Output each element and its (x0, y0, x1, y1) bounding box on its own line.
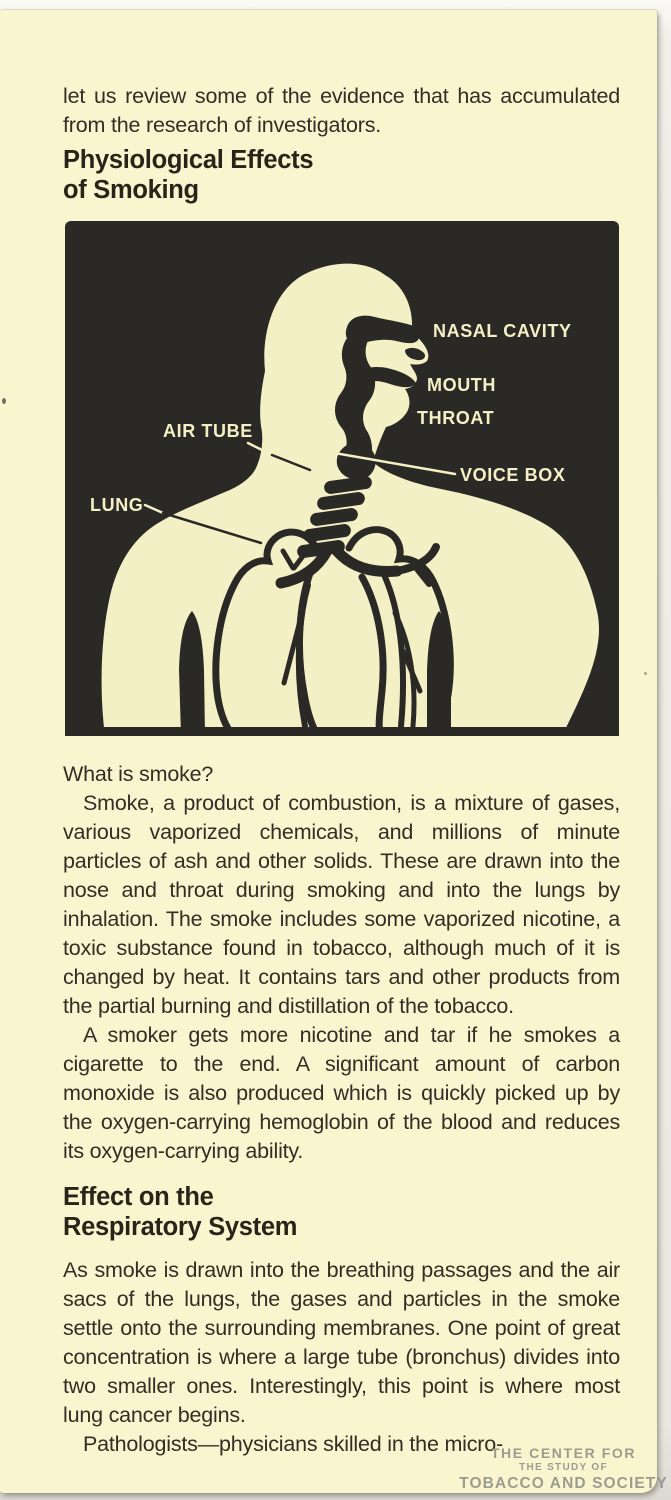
label-voice-box: VOICE BOX (460, 465, 566, 485)
heading-line: Respiratory System (63, 1213, 298, 1241)
heading-line: of Smoking (63, 176, 199, 204)
voice-box-shape (337, 443, 376, 479)
respiratory-paragraph-2: Pathologists—physicians skilled in the micro- (83, 1432, 503, 1456)
watermark-line: TOBACCO AND SOCIETY (459, 1475, 668, 1493)
label-lung: LUNG (90, 495, 144, 515)
pamphlet-page (0, 10, 657, 1493)
label-air-tube: AIR TUBE (163, 421, 253, 441)
label-throat: THROAT (417, 408, 495, 428)
smoke-paragraph-1: Smoke, a product of combustion, is a mixture of gases, various vaporized chemicals, and millions of minute particles of ash and other solids. These are drawn into the nose and throat during smoking and into the lungs by inhalation. The smoke includes some vaporized nicotine, a toxic substance found in tobacco, although much of it is changed by heat. It contains tars and other products from the partial burning and distillation of the tobacco. (63, 791, 620, 1018)
watermark-line: THE STUDY OF (519, 1462, 608, 1474)
section-heading-respiratory (63, 1182, 620, 1242)
diagram-bottom-border (65, 727, 619, 736)
respiratory-system-illustration (65, 221, 619, 736)
watermark-line: THE CENTER FOR (490, 1444, 637, 1461)
intro-paragraph: let us review some of the evidence that has accumulated from the research of investigators. (63, 84, 620, 137)
heading-line: Effect on the (63, 1183, 214, 1211)
scan-speck (644, 672, 647, 675)
scan-speck (2, 398, 6, 404)
label-mouth: MOUTH (427, 375, 496, 395)
smoke-paragraph-2: A smoker gets more nicotine and tar if he smokes a cigarette to the end. A significant amount of carbon monoxide is also produced which is quickly picked up by the oxygen-carrying hemoglobin of the blood and reduces its oxygen-carrying ability. (63, 1023, 620, 1163)
page-content (0, 10, 657, 1459)
heading-line: Physiological Effects (63, 146, 314, 174)
label-nasal-cavity: NASAL CAVITY (433, 321, 572, 341)
anatomy-diagram (65, 221, 619, 736)
center-for-tobacco-study-watermark (456, 1445, 671, 1494)
respiratory-paragraph-1: As smoke is drawn into the breathing passages and the air sacs of the lungs, the gases and particles in the smoke settle onto the surrounding membranes. One point of great concentration is where a large tube (bronchus) divides into two smaller ones. Interestingly, this point is where most lung cancer begins. (63, 1258, 620, 1427)
section-heading-physiological (63, 145, 620, 205)
smoke-question: What is smoke? (63, 762, 214, 786)
